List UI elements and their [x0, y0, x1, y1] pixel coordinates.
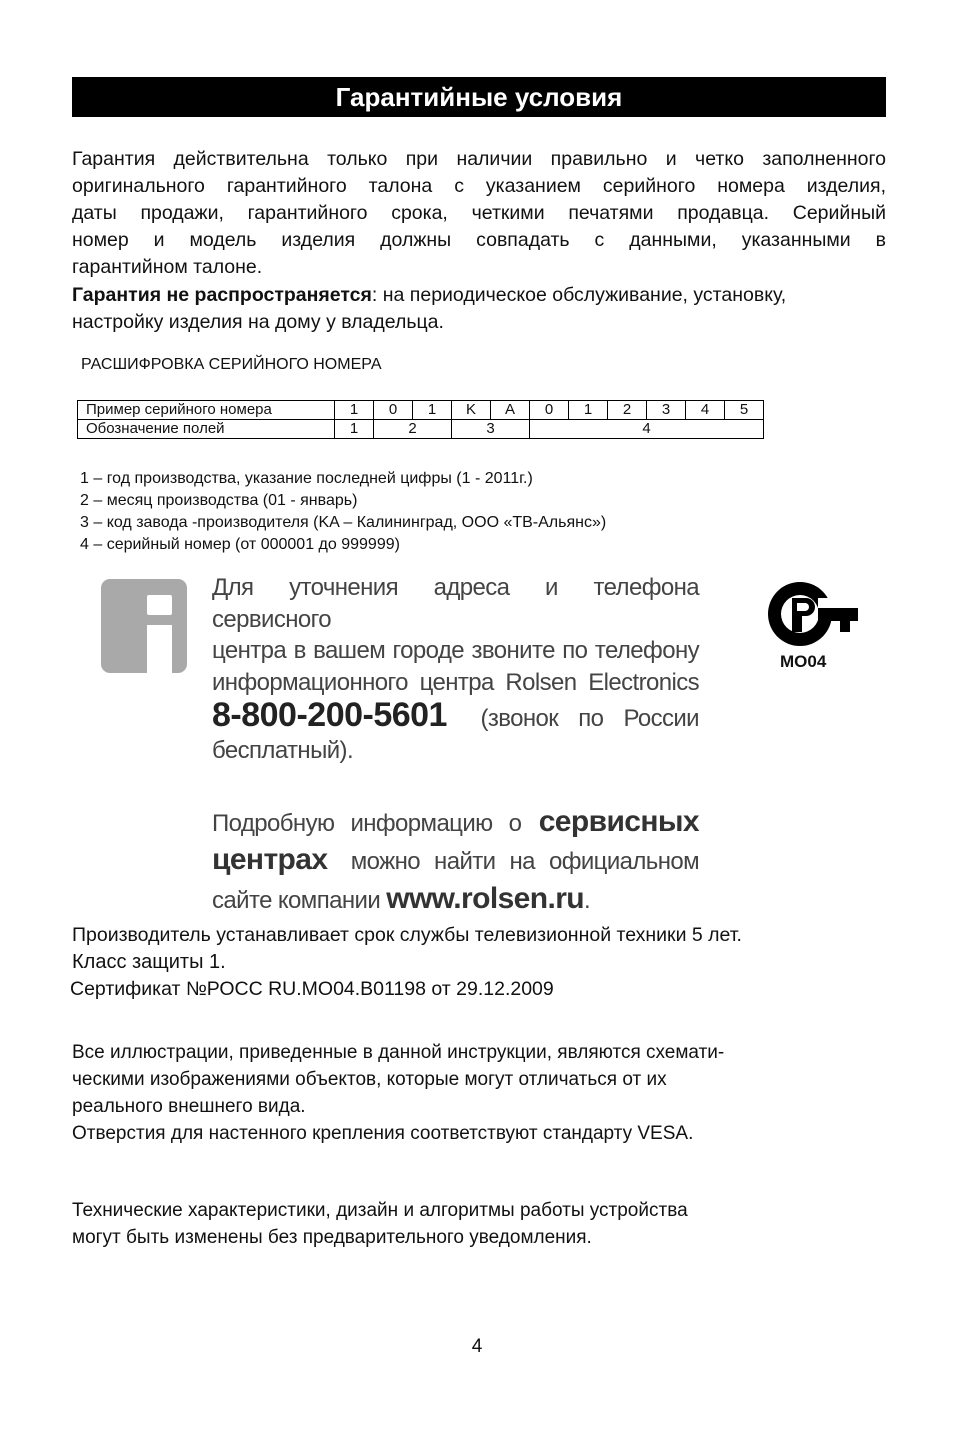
service-life-block	[72, 922, 886, 1003]
warranty-line: даты продажи, гарантийного срока, четкими печатями продавца. Серийный	[72, 202, 886, 224]
warranty-line: Гарантия действительна только при наличии правильно и четко заполненного	[72, 148, 886, 170]
warranty-exclusion	[72, 282, 886, 336]
table-cell: A	[491, 401, 530, 420]
table-row	[78, 401, 764, 420]
legend-item: 2 – месяц производства (01 - январь)	[80, 492, 358, 509]
table-cell: 1	[335, 401, 374, 420]
table-cell: 4	[530, 420, 764, 439]
exclusion-text: : на периодическое обслуживание, установку,	[371, 284, 787, 306]
serial-table	[77, 400, 764, 439]
table-row	[78, 420, 764, 439]
website-link[interactable]: www.rolsen.ru	[386, 882, 584, 915]
certificate-number: Сертификат №РОСС RU.МО04.В01198 от 29.12.2009	[70, 978, 554, 1000]
illustrations-text: реального внешнего вида.	[72, 1096, 306, 1117]
table-cell: 4	[686, 401, 725, 420]
illustrations-text: Все иллюстрации, приведенные в данной инструкции, являются схемати-	[72, 1042, 725, 1063]
table-cell: K	[452, 401, 491, 420]
illustrations-text: ческими изображениями объектов, которые могут отличаться от их	[72, 1069, 667, 1090]
warranty-line: оригинального гарантийного талона с указанием серийного номера изделия,	[72, 175, 886, 197]
service-info-text: можно найти на официальном	[350, 847, 699, 875]
info-icon	[101, 579, 187, 673]
legend-item: 1 – год производства, указание последней цифры (1 - 2011г.)	[80, 470, 533, 487]
serial-legend	[80, 468, 606, 556]
page-number: 4	[471, 1336, 483, 1357]
protection-class: Класс защиты 1.	[72, 951, 226, 973]
legend-item: 4 – серийный номер (от 000001 до 999999)	[80, 536, 400, 553]
period: .	[584, 887, 591, 914]
service-life-text: Производитель устанавливает срок службы телевизионной техники 5 лет.	[72, 924, 742, 946]
table-cell: 3	[647, 401, 686, 420]
warranty-line: гарантийном талоне.	[72, 256, 263, 278]
warranty-paragraph	[72, 146, 886, 281]
hotline-note-2: бесплатный).	[212, 736, 354, 764]
hotline-phone: 8-800-200-5601	[212, 696, 447, 734]
table-cell: 0	[530, 401, 569, 420]
warranty-line: номер и модель изделия должны совпадать с данными, указанными в	[72, 229, 886, 251]
page-title: Гарантийные условия	[72, 77, 886, 117]
service-info-emphasis: сервисных	[538, 805, 699, 838]
service-info-text: сайте компании	[212, 887, 381, 914]
exclusion-bold: Гарантия не распространяется	[72, 284, 372, 306]
info-line: Для уточнения адреса и телефона сервисного	[212, 574, 699, 633]
table-cell: 3	[452, 420, 530, 439]
exclusion-text-2: настройку изделия на дому у владельца.	[72, 311, 444, 333]
tech-text: Технические характеристики, дизайн и алгоритмы работы устройства	[72, 1200, 688, 1221]
info-line: центра в вашем городе звоните по телефону	[212, 637, 699, 664]
table-cell-label: Пример серийного номера	[78, 401, 335, 420]
info-block	[212, 572, 699, 917]
tech-text: могут быть изменены без предварительного уведомления.	[72, 1227, 592, 1248]
vesa-text: Отверстия для настенного крепления соответствуют стандарту VESA.	[72, 1123, 694, 1144]
certification-mark: МО04	[780, 652, 827, 671]
legend-item: 3 – код завода -производителя (KA – Калининград, ООО «ТВ-Альянс»)	[80, 514, 607, 531]
table-cell: 1	[335, 420, 374, 439]
table-cell: 0	[374, 401, 413, 420]
table-cell-label: Обозначение полей	[78, 420, 335, 439]
table-cell: 2	[608, 401, 647, 420]
tech-block	[72, 1197, 886, 1251]
service-info-emphasis: центрах	[212, 842, 328, 876]
table-cell: 1	[569, 401, 608, 420]
info-line: информационного центра Rolsen Electronics	[212, 668, 699, 696]
service-info-text: Подробную информацию о	[212, 810, 522, 837]
table-cell: 1	[413, 401, 452, 420]
serial-heading: РАСШИФРОВКА СЕРИЙНОГО НОМЕРА	[81, 356, 382, 373]
table-cell: 2	[374, 420, 452, 439]
hotline-note: (звонок по России	[480, 705, 699, 732]
table-cell: 5	[725, 401, 764, 420]
illustrations-block	[72, 1039, 886, 1147]
